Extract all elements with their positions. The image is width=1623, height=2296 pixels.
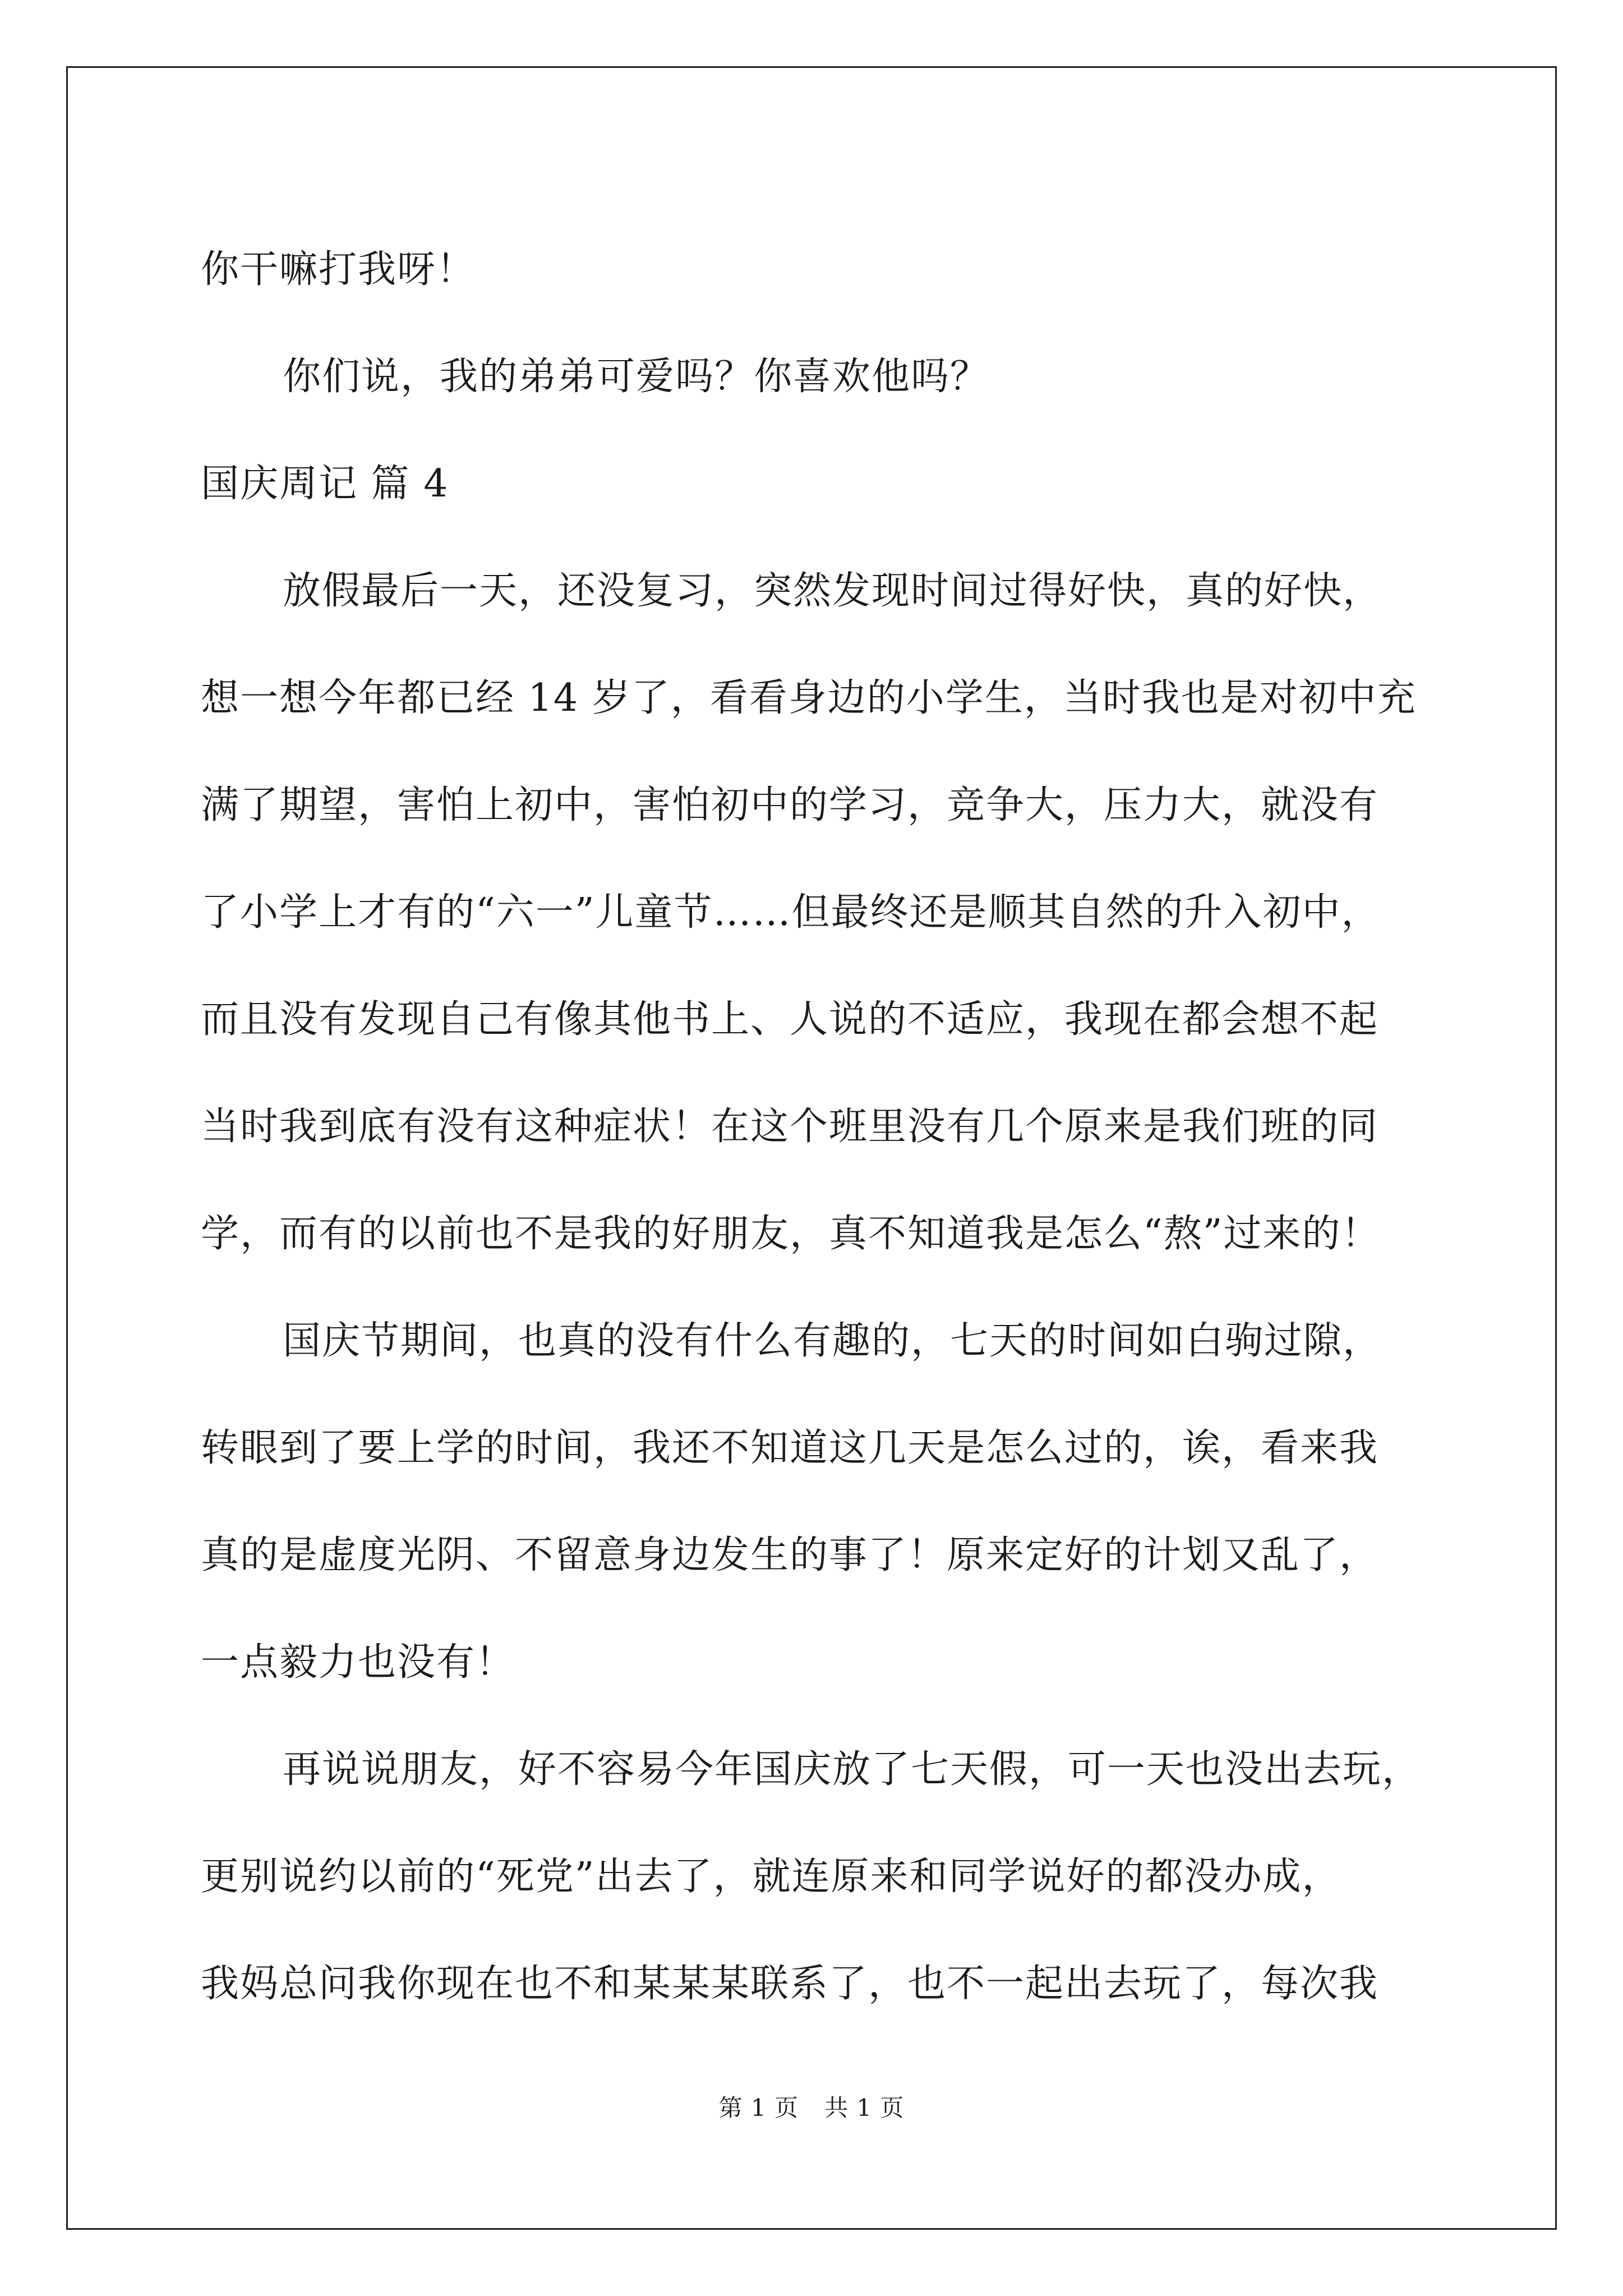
text-line: 了小学上才有的“六一”儿童节……但最终还是顺其自然的升入初中， <box>201 890 1381 935</box>
text-line: 学，而有的以前也不是我的好朋友，真不知道我是怎么“熬”过来的！ <box>201 1212 1381 1256</box>
document-body <box>201 216 1468 2037</box>
text-line: 我妈总问我你现在也不和某某某联系了，也不一起出去玩了，每次我 <box>201 1962 1379 2006</box>
text-line: 当时我到底有没有这种症状！在这个班里没有几个原来是我们班的同 <box>201 1105 1379 1149</box>
page-footer <box>0 2090 1623 2123</box>
text-line: 更别说约以前的“死党”出去了，就连原来和同学说好的都没办成， <box>201 1855 1341 1899</box>
text-line: 而且没有发现自己有像其他书上、人说的不适应，我现在都会想不起 <box>201 997 1379 1042</box>
page-count: 共 1 页 <box>824 2094 905 2122</box>
text-line: 再说说朋友，好不容易今年国庆放了七天假，可一天也没出去玩， <box>283 1747 1422 1792</box>
text-line: 想一想今年都已经 14 岁了，看看身边的小学生，当时我也是对初中充 <box>201 676 1417 720</box>
text-line: 国庆节期间，也真的没有什么有趣的，七天的时间如白驹过隙， <box>283 1319 1382 1363</box>
text-line: 一点毅力也没有！ <box>201 1640 515 1685</box>
text-line: 真的是虚度光阴、不留意身边发生的事了！原来定好的计划又乱了， <box>201 1533 1379 1577</box>
text-line: 你们说，我的弟弟可爱吗？你喜欢他吗？ <box>283 355 990 399</box>
text-line: 你干嘛打我呀！ <box>201 247 476 292</box>
section-heading: 国庆周记 篇 4 <box>201 462 449 506</box>
text-line: 放假最后一天，还没复习，突然发现时间过得好快，真的好快， <box>283 569 1382 613</box>
text-line: 满了期望，害怕上初中，害怕初中的学习，竞争大，压力大，就没有 <box>201 783 1379 827</box>
page-number: 第 1 页 <box>718 2094 799 2122</box>
text-line: 转眼到了要上学的时间，我还不知道这几天是怎么过的，诶，看来我 <box>201 1426 1379 1470</box>
